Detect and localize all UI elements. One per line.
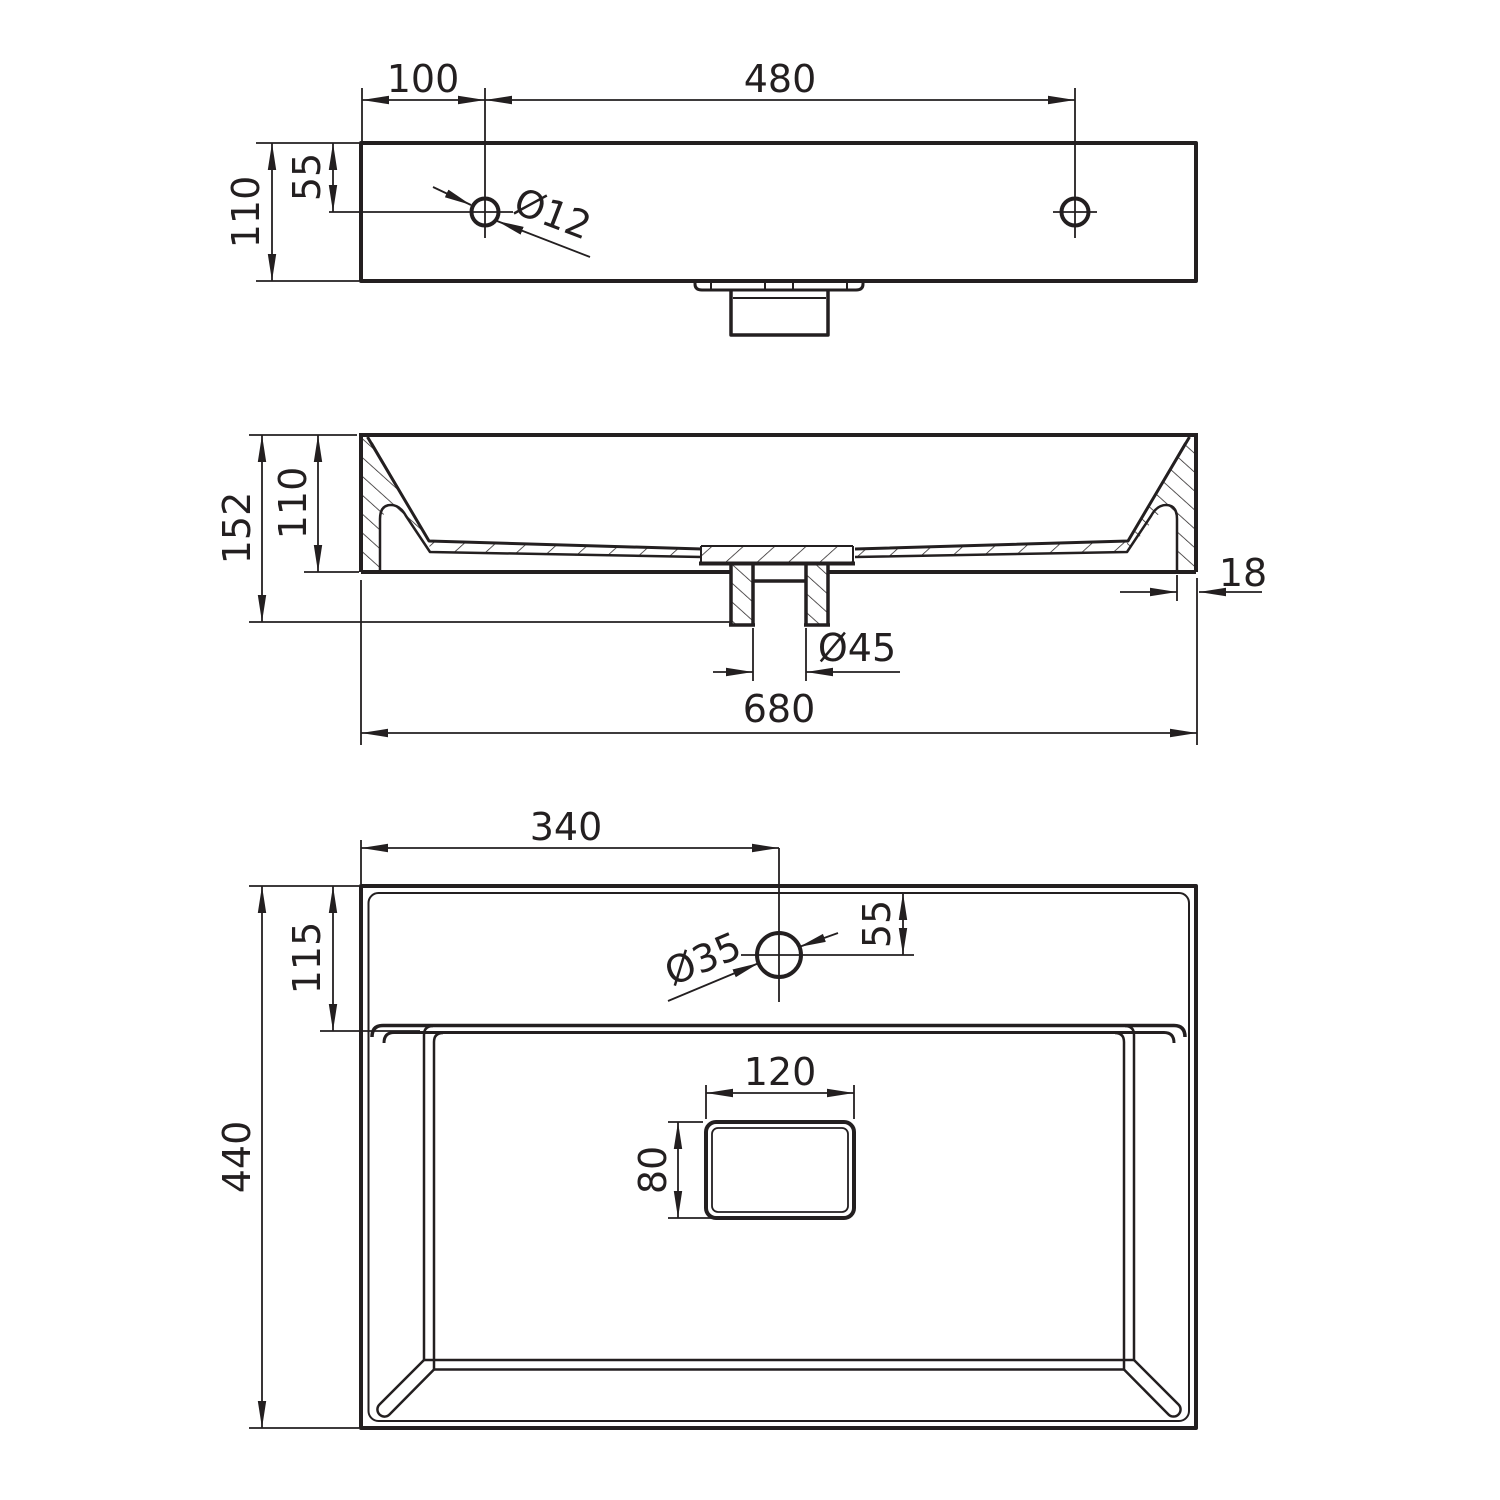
dim-label: 100 xyxy=(386,57,460,101)
dim-label: 480 xyxy=(743,57,817,101)
dim-label: 440 xyxy=(215,1120,259,1194)
dim-label: 55 xyxy=(285,152,329,202)
dim-faucet-from-left xyxy=(361,805,779,884)
back-faucet-hole-left xyxy=(329,88,513,238)
plan-drain-outer xyxy=(706,1122,854,1218)
section-hatching xyxy=(361,437,1196,625)
dim-label: 110 xyxy=(224,175,268,249)
dim-label: Ø12 xyxy=(508,179,598,249)
section-outline xyxy=(359,435,1198,625)
dim-drain-width xyxy=(706,1050,854,1119)
dim-label: Ø45 xyxy=(817,626,897,670)
dim-hole-spacing xyxy=(485,57,1075,101)
view-back-elevation xyxy=(224,57,1196,335)
dim-label: 115 xyxy=(285,921,329,995)
plan-floor-corner-left xyxy=(377,1360,434,1417)
dim-back-hole-from-top xyxy=(285,143,333,212)
dim-drain-height xyxy=(631,1122,762,1218)
dim-hole-offset-left xyxy=(362,57,485,143)
view-section xyxy=(215,435,1267,745)
dim-label: 120 xyxy=(743,1050,817,1094)
plan-outline xyxy=(361,848,1196,1428)
plan-drain-inner xyxy=(712,1128,848,1212)
dim-back-hole-diameter xyxy=(433,179,597,257)
dim-label: 110 xyxy=(271,466,315,540)
dim-label: 80 xyxy=(631,1145,675,1195)
dim-total-width xyxy=(361,578,1197,745)
dim-faucet-from-top xyxy=(855,893,903,955)
plan-floor-corner-right xyxy=(1124,1360,1181,1417)
dim-label: 55 xyxy=(855,899,899,949)
dim-label: Ø35 xyxy=(658,923,748,995)
dim-label: 152 xyxy=(215,491,259,565)
back-faucet-hole-right xyxy=(1053,88,1097,238)
plan-basin-rim-inner xyxy=(384,1033,1174,1044)
dim-faucet-diameter xyxy=(658,923,838,1001)
back-drain-outlet xyxy=(695,281,863,335)
dim-label: 340 xyxy=(529,805,603,849)
dim-deck-depth xyxy=(285,886,420,1031)
dim-drain-diameter xyxy=(713,626,900,681)
view-plan xyxy=(215,805,1196,1428)
dim-label: 680 xyxy=(742,687,816,731)
dim-section-inner-height xyxy=(271,435,359,572)
dim-label: 18 xyxy=(1218,551,1268,595)
